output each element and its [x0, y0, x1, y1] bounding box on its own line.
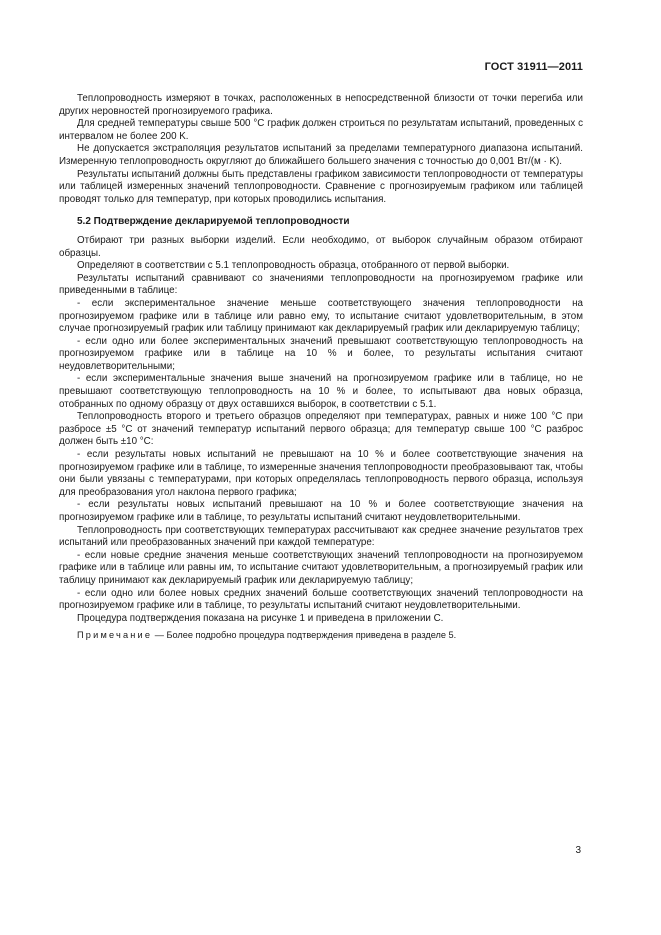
- paragraph: Результаты испытаний сравнивают со значениями теплопроводности на прогнозируемом графике или приведенными в таблице:: [59, 272, 583, 297]
- list-item: - если экспериментальные значения выше значений на прогнозируемом графике или в таблице, но не превышают соответствующую теплопроводность на 10 % и более, то испытывают два новых образца, отобранных по одному образцу от двух оставшихся выборок, в соответствии с 5.1.: [59, 373, 583, 410]
- paragraph: Отбирают три разных выборки изделий. Если необходимо, от выборок случайным образом отбирают образцы.: [59, 234, 583, 259]
- paragraph: Процедура подтверждения показана на рисунке 1 и приведена в приложении C.: [77, 612, 444, 624]
- section-title: 5.2 Подтверждение декларируемой теплопроводности: [77, 216, 350, 228]
- note: [59, 629, 583, 642]
- document-body: [59, 93, 583, 642]
- note-text: — Более подробно процедура подтверждения приведена в разделе 5.: [152, 630, 457, 641]
- list-item: - если экспериментальное значение меньше соответствующего значения теплопроводности на прогнозируемом графике или в таблице или равно ему, то испытание считают удовлетворительным, в этом случае прогнозируемый график или таблицу принимают как декларируемый график или декларируемую таблицу;: [59, 297, 583, 335]
- list-item: - если результаты новых испытаний превышают на 10 % и более соответствующие значения на прогнозируемом графике или в таблице, то результаты испытаний считают неудовлетворительными.: [59, 499, 583, 523]
- list-item: - если одно или более экспериментальных значений превышают соответствующую теплопроводность на прогнозируемом графике или в таблице на 10 % и более, то результаты испытания считают неудовлетворительными;: [59, 335, 583, 372]
- paragraph: Для средней температуры свыше 500 °C график должен строиться по результатам испытаний, проведенных с интервалом не более 200 K.: [59, 118, 583, 142]
- paragraph: Результаты испытаний должны быть представлены графиком зависимости теплопроводности от температуры или таблицей измеренных значений теплопроводности. Сравнение с прогнозируемым графиком или таблицей проводят только для температур, при которых проводились испытания.: [59, 168, 583, 205]
- note-label: Примечание: [77, 630, 153, 641]
- list-item: - если новые средние значения меньше соответствующих значений теплопроводности на прогнозируемом графике или в таблице или равны им, то испытание считают удовлетворительным, а прогнозируемый график или таблицу принимают как декларируемый график или декларируемую таблицу;: [59, 549, 583, 586]
- document-standard-header: ГОСТ 31911—2011: [484, 61, 583, 73]
- paragraph: Определяют в соответствии с 5.1 теплопроводность образца, отобранного от первой выборки.: [77, 260, 510, 272]
- paragraph: Теплопроводность второго и третьего образцов определяют при температурах, равных и ниже 100 °C при разбросе ±5 °C от значений температур испытаний первого образца; для температур свыше 100 °C разброс должен быть ±10 °C:: [59, 411, 583, 448]
- page-number: 3: [575, 845, 581, 856]
- paragraph: Теплопроводность при соответствующих температурах рассчитывают как среднее значение результатов трех испытаний или преобразованных значений при каждой температуре:: [59, 524, 583, 549]
- list-item: - если результаты новых испытаний не превышают на 10 % и более соответствующие значения на прогнозируемом графике или в таблице, то измеренные значения теплопроводности преобразовывают так, чтобы они были увязаны с температурами, при которых определялась теплопроводность первого образца, используя для преобразования угол наклона первого графика;: [59, 449, 583, 498]
- paragraph: Не допускается экстраполяция результатов испытаний за пределами температурного диапазона испытаний. Измеренную теплопроводность округляют до ближайшего большего значения с точностью до 0,001 Вт/(м · K).: [59, 143, 583, 167]
- list-item: - если одно или более новых средних значений больше соответствующих значений теплопроводности на прогнозируемом графике или в таблице, то результаты испытаний считают неудовлетворительными.: [59, 587, 583, 612]
- paragraph: Теплопроводность измеряют в точках, расположенных в непосредственной близости от точки перегиба или других неровностей прогнозируемого графика.: [59, 93, 583, 117]
